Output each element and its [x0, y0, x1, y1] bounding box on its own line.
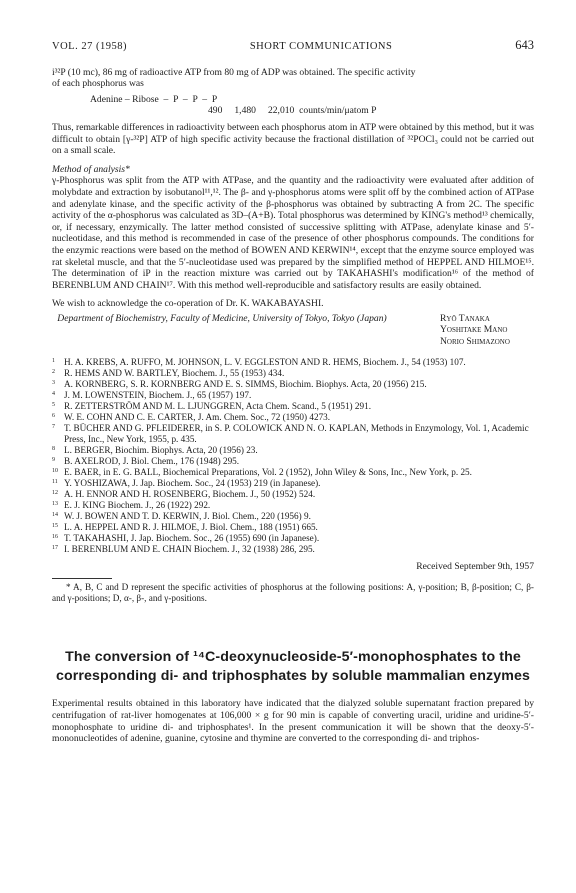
- volume-label: VOL. 27 (1958): [52, 41, 127, 52]
- reference-number: 14: [52, 511, 58, 518]
- article-body: Experimental results obtained in this laboratory have indicated that the dialyzed soluble supernatant fraction prepared by centrifugation of rat-liver homogenates at 106,000 × g for 90 min is capable of converting uracil, uridine and uridine-5′-monophosphate to uridine di- and triphosphates¹. In the present communication it will be shown that the deoxy-5′-mononucleotides of adenine, guanine, cytosine and thymine are converted to the corresponding di- and triphos-: [52, 698, 534, 745]
- reference-number: 1: [52, 357, 55, 364]
- reference-item: [52, 511, 534, 522]
- reference-item: [52, 412, 534, 423]
- reference-number: 10: [52, 467, 58, 474]
- method-text: γ-Phosphorus was split from the ATP with ATPase, and the quantity and the radioactivity were evaluated after addition of molybdate and extraction by isobutanol¹¹,¹². The β- and γ-phosphorus atoms were split off by the combined action of ATPase and adenylate kinase, and the specific activity of the β-phosphorus was obtained by subtracting A from 2C. The specific activity of the α-phosphorus was calculated as 3D–(A+B). Total phosphorus was determined by KING's method¹³ chemically, or, if necessary, enzymically. The latter method consisted of successive splitting with ATPase, adenylate kinase and 5′-nucleotidase, and this method is recommended in case of the presence of other phosphorus compounds. The conditions for the enzymic reactions were based on the method of BOWEN AND KERWIN¹⁴, except that the enzyme source employed was rat skeletal muscle, and that the 5′-nucleotidase used was prepared by the simplified method of HEPPEL AND HILMOE¹⁵. The determination of iP in the reaction mixture was carried out by TAKAHASHI's modification¹⁶ of the method of BERENBLUM AND CHAIN¹⁷. With this method well-reproducible and satisfactory results are easily obtained.: [52, 175, 534, 291]
- reference-number: 6: [52, 412, 55, 419]
- reference-number: 2: [52, 368, 55, 375]
- reference-item: [52, 544, 534, 555]
- paragraph-2: Thus, remarkable differences in radioactivity between each phosphorus atom in ATP were obtained by this method, but it was difficult to obtain [γ-³²P] ATP of high specific activity because the fractional distillation of ³²POCl₃ could not be carried out on a small scale.: [52, 121, 534, 157]
- reference-item: [52, 533, 534, 544]
- reference-number: 5: [52, 401, 55, 408]
- reference-item: [52, 401, 534, 412]
- reference-item: [52, 489, 534, 500]
- intro-line-1: i³²P (10 mc), 86 mg of radioactive ATP from 80 mg of ADP was obtained. The specific activity: [52, 66, 416, 78]
- scheme-counts: 490 1,480 22,010 counts/min/μatom P: [208, 105, 377, 117]
- reference-item: [52, 478, 534, 489]
- footnote: * A, B, C and D represent the specific activities of phosphorus at the following positions: A, γ-position; B, β-position; C, β- and γ-positions; D, α-, β-, and γ-positions.: [52, 582, 534, 604]
- reference-text: L. BERGER, Biochim. Biophys. Acta, 20 (1956) 23.: [64, 444, 258, 455]
- reference-text: I. BERENBLUM AND E. CHAIN Biochem. J., 32 (1938) 286, 295.: [64, 543, 315, 554]
- reference-number: 7: [52, 423, 55, 430]
- author-block: [52, 313, 534, 351]
- reference-number: 13: [52, 500, 58, 507]
- reference-number: 4: [52, 390, 55, 397]
- reference-text: E. BAER, in E. G. BALL, Biochemical Preparations, Vol. 2 (1952), John Wiley & Sons, Inc., New York, p. 25.: [64, 466, 472, 477]
- reference-item: [52, 500, 534, 511]
- reference-number: 17: [52, 544, 58, 551]
- author-name: Norio Shimazono: [440, 336, 510, 348]
- reference-number: 8: [52, 445, 55, 452]
- reference-text: B. AXELROD, J. Biol. Chem., 176 (1948) 295.: [64, 455, 240, 466]
- reference-item: [52, 368, 534, 379]
- reference-text: A. KORNBERG, S. R. KORNBERG AND E. S. SIMMS, Biochim. Biophys. Acta, 20 (1956) 215.: [64, 378, 427, 389]
- article-title: The conversion of ¹⁴C-deoxynucleoside-5′-monophosphates to the corresponding di- and triphosphates by soluble mammalian enzymes: [56, 649, 530, 685]
- reference-number: 3: [52, 379, 55, 386]
- reference-text: R. ZETTERSTRÖM AND M. L. LJUNGGREN, Acta Chem. Scand., 5 (1951) 291.: [64, 400, 371, 411]
- running-header: [52, 40, 534, 53]
- reference-number: 15: [52, 522, 58, 529]
- acknowledgement: We wish to acknowledge the co-operation of Dr. K. WAKABAYASHI.: [52, 298, 324, 310]
- author-name: Ryō Tanaka: [440, 312, 490, 324]
- author-name: Yoshitake Mano: [440, 324, 508, 336]
- footnote-rule: [52, 578, 112, 579]
- received-date: Received September 9th, 1957: [416, 560, 534, 572]
- reference-text: T. TAKAHASHI, J. Jap. Biochem. Soc., 26 (1955) 690 (in Japanese).: [64, 532, 320, 543]
- section-label: SHORT COMMUNICATIONS: [249, 41, 393, 52]
- reference-text: H. A. KREBS, A. RUFFO, M. JOHNSON, L. V. EGGLESTON AND R. HEMS, Biochem. J., 54 (1953) 107.: [64, 356, 466, 367]
- reference-list: [52, 357, 534, 555]
- reference-text: J. M. LOWENSTEIN, Biochem. J., 65 (1957) 197.: [64, 389, 252, 400]
- reference-text: R. HEMS AND W. BARTLEY, Biochem. J., 55 (1953) 434.: [64, 367, 285, 378]
- reference-item: [52, 456, 534, 467]
- reference-text: W. E. COHN AND C. E. CARTER, J. Am. Chem. Soc., 72 (1950) 4273.: [64, 411, 331, 422]
- reference-item: [52, 390, 534, 401]
- reference-item: [52, 467, 534, 478]
- reference-number: 12: [52, 489, 58, 496]
- page-number: 643: [515, 38, 534, 52]
- scheme-structure: Adenine – Ribose – P – P – P: [90, 93, 218, 105]
- reference-text: W. J. BOWEN AND T. D. KERWIN, J. Biol. Chem., 220 (1956) 9.: [64, 510, 311, 521]
- reference-text: A. H. ENNOR AND H. ROSENBERG, Biochem. J., 50 (1952) 524.: [64, 488, 316, 499]
- department: Department of Biochemistry, Faculty of Medicine, University of Tokyo, Tokyo (Japan): [57, 312, 387, 324]
- reference-text: T. BÜCHER AND G. PFLEIDERER, in S. P. COLOWICK AND N. O. KAPLAN, Methods in Enzymology, Vol. 1, Academic Press, Inc., New York, 1955, p. 435.: [64, 422, 529, 444]
- reference-text: Y. YOSHIZAWA, J. Jap. Biochem. Soc., 24 (1953) 219 (in Japanese).: [64, 477, 321, 488]
- method-heading: Method of analysis*: [52, 163, 130, 175]
- reference-text: L. A. HEPPEL AND R. J. HILMOE, J. Biol. Chem., 188 (1951) 665.: [64, 521, 318, 532]
- reference-item: [52, 357, 534, 368]
- phosphorus-scheme: [52, 94, 534, 117]
- intro-line-2: of each phosphorus was: [52, 78, 144, 90]
- reference-item: [52, 379, 534, 390]
- reference-text: E. J. KING Biochem. J., 26 (1922) 292.: [64, 499, 211, 510]
- reference-number: 16: [52, 533, 58, 540]
- reference-number: 9: [52, 456, 55, 463]
- reference-item: [52, 423, 534, 445]
- reference-number: 11: [52, 478, 58, 485]
- reference-item: [52, 522, 534, 533]
- reference-item: [52, 445, 534, 456]
- author-names: [440, 313, 510, 348]
